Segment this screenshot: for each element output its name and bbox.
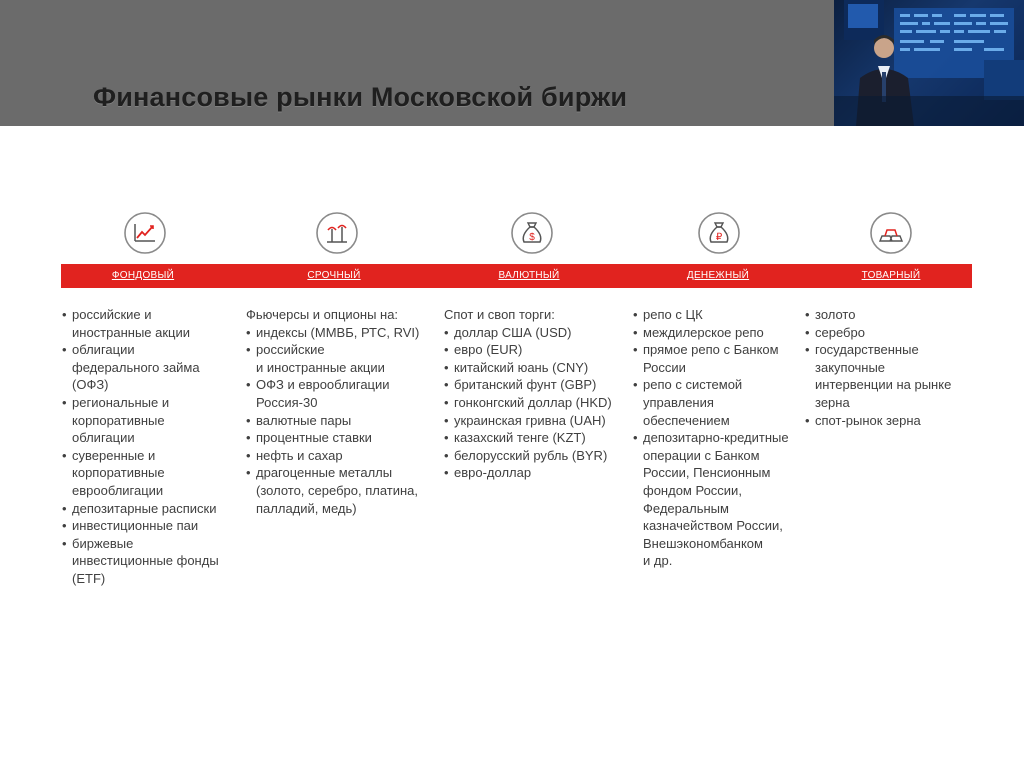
list-item: • процентные ставки [246, 429, 446, 447]
instrument-list [246, 324, 446, 518]
svg-text:$: $ [529, 232, 535, 243]
list-item: • спот-рынок зерна [805, 412, 975, 430]
list-item: • серебро [805, 324, 975, 342]
list-item: • депозитарно-кредитные операции с Банком России, Пенсионным фондом России, Федеральным казначейством России, Внешэкономбанком и др. [633, 429, 808, 570]
slide-header [0, 0, 1024, 126]
list-item: • золото [805, 306, 975, 324]
list-item: • британский фунт (GBP) [444, 376, 629, 394]
column-denezhniy [633, 306, 808, 570]
dollar-bag-icon [510, 211, 554, 255]
list-item: • облигации федерального займа (ОФЗ) [62, 341, 247, 394]
instrument-list [633, 306, 808, 570]
category-label-tovarniy[interactable]: ТОВАРНЫЙ [861, 270, 921, 281]
list-item: • государственные закупочные интервенции на рынке зерна [805, 341, 975, 411]
instrument-list [805, 306, 975, 429]
ruble-bag-icon [697, 211, 741, 255]
gold-bars-icon [869, 211, 913, 255]
list-item: • репо с ЦК [633, 306, 808, 324]
list-item: • гонконгский доллар (HKD) [444, 394, 629, 412]
instrument-list [62, 306, 247, 588]
list-item: • региональные и корпоративные облигации [62, 394, 247, 447]
category-label-srochniy[interactable]: СРОЧНЫЙ [307, 270, 361, 281]
list-item: • нефть и сахар [246, 447, 446, 465]
list-item: • драгоценные металлы (золото, серебро, платина, палладий, медь) [246, 464, 446, 517]
chart-growth-icon [123, 211, 167, 255]
category-label-fondoviy[interactable]: ФОНДОВЫЙ [111, 270, 175, 281]
list-item: • индексы (ММВБ, РТС, RVI) [246, 324, 446, 342]
list-item: • российские и иностранные акции [62, 306, 247, 341]
list-item: • депозитарные расписки [62, 500, 247, 518]
column-intro: Спот и своп торги: [444, 307, 555, 322]
list-item: • междилерское репо [633, 324, 808, 342]
category-label-denezhniy[interactable]: ДЕНЕЖНЫЙ [686, 270, 750, 281]
list-item: • инвестиционные паи [62, 517, 247, 535]
column-tovarniy [805, 306, 975, 429]
list-item: • ОФЗ и еврооблигации Россия-30 [246, 376, 446, 411]
instrument-list [444, 324, 629, 482]
list-item: • евро-доллар [444, 464, 629, 482]
list-item: • доллар США (USD) [444, 324, 629, 342]
list-item: • репо с системой управления обеспечением [633, 376, 808, 429]
svg-text:₽: ₽ [715, 232, 723, 243]
list-item: • белорусский рубль (BYR) [444, 447, 629, 465]
slide-title: Финансовые рынки Московской биржи [93, 82, 628, 112]
list-item: • прямое репо с Банком России [633, 341, 808, 376]
list-item: • евро (EUR) [444, 341, 629, 359]
trading-floor-photo [834, 0, 1024, 126]
list-item: • валютные пары [246, 412, 446, 430]
column-fondoviy [62, 306, 247, 588]
column-intro: Фьючерсы и опционы на: [246, 307, 399, 322]
list-item: • биржевые инвестиционные фонды (ETF) [62, 535, 247, 588]
palm-trees-icon [315, 211, 359, 255]
list-item: • суверенные и корпоративные еврооблигации [62, 447, 247, 500]
column-srochniy [246, 306, 446, 517]
list-item: • российские и иностранные акции [246, 341, 446, 376]
category-label-valyutniy[interactable]: ВАЛЮТНЫЙ [498, 270, 560, 281]
list-item: • казахский тенге (KZT) [444, 429, 629, 447]
column-valyutniy [444, 306, 629, 482]
list-item: • украинская гривна (UAH) [444, 412, 629, 430]
list-item: • китайский юань (CNY) [444, 359, 629, 377]
